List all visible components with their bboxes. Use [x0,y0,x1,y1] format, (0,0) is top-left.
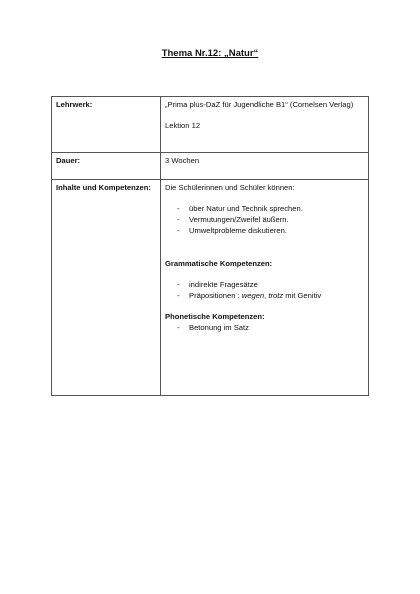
list-item: - indirekte Fragesätze [177,279,365,290]
skills-list [165,203,365,236]
label-dauer: Dauer: [52,153,161,180]
value-inhalte [161,180,369,396]
phonetics-heading: Phonetische Kompetenzen: [165,312,265,321]
grammar-separator: , [264,291,269,300]
grammar-heading: Grammatische Kompetenzen: [165,259,273,268]
list-item: - Betonung im Satz [177,322,365,333]
skills-intro: Die Schülerinnen und Schüler können: [165,183,295,192]
lesson-number: Lektion 12 [165,121,201,130]
list-item: - über Natur und Technik sprechen. [177,203,365,214]
list-item: - Vermutungen/Zweifel äußern. [177,214,365,225]
grammar-keyword-trotz: trotz [268,291,284,300]
page-title: Thema Nr.12: „Natur“ [161,48,259,59]
label-inhalte: Inhalte und Kompetenzen: [52,180,161,396]
label-lehrwerk: Lehrwerk: [52,97,161,153]
phonetics-list [165,322,365,333]
value-lehrwerk [161,97,369,153]
list-item: - Umweltprobleme diskutieren. [177,225,365,236]
book-title: „Prima plus-DaZ für Jugendliche B1“ (Cornelsen Verlag) [165,100,354,109]
grammar-list [165,279,365,301]
table-row-dauer [52,153,369,180]
value-dauer: 3 Wochen [161,153,369,180]
list-item [177,290,365,301]
table-row-lehrwerk [52,97,369,153]
grammar-text: mit Genitiv [283,291,322,300]
grammar-text: Präpositionen : [189,291,242,300]
lesson-plan-table [51,96,369,396]
grammar-keyword-wegen: wegen [241,291,265,300]
table-row-inhalte [52,180,369,396]
